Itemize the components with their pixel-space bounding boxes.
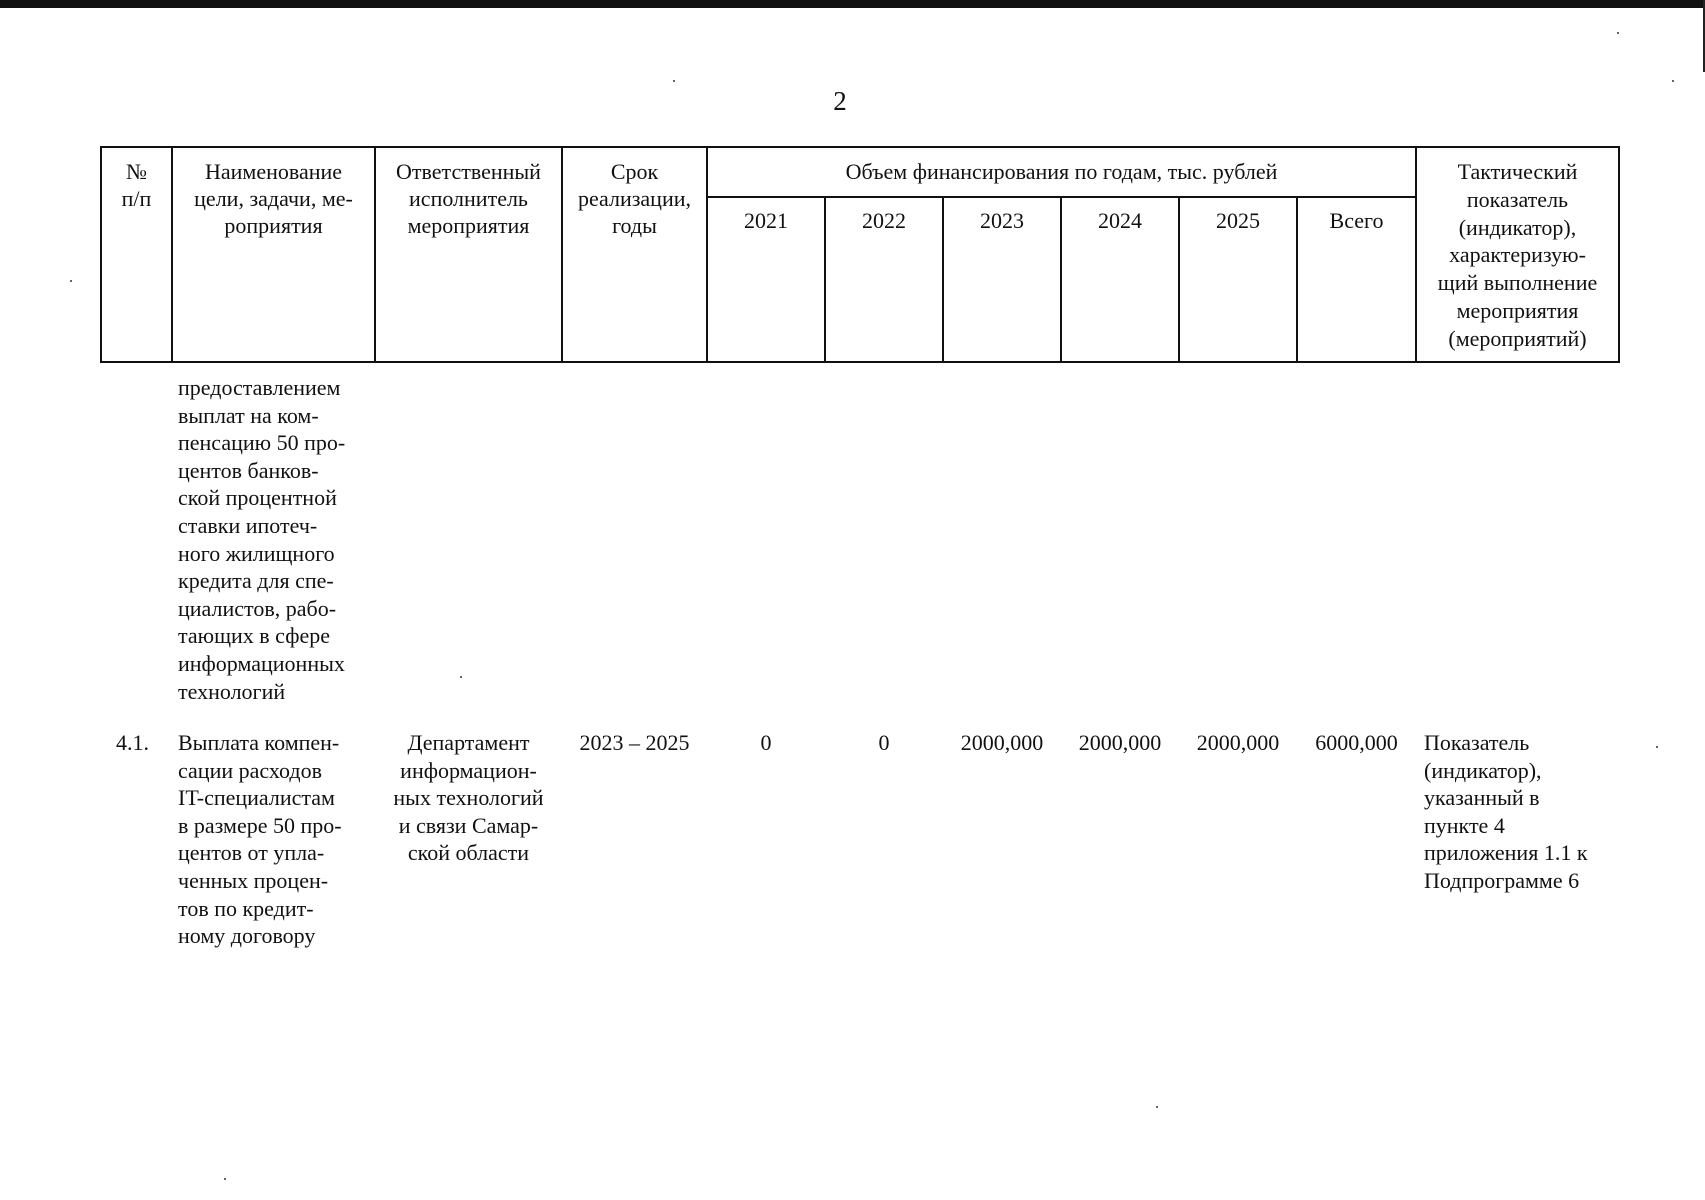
row-value-2023: 2000,000: [960, 730, 1044, 755]
header-indicator: Тактический показатель (индикатор), характеризую- щий выполнение мероприятия (мероприятий): [1437, 159, 1598, 351]
scan-speck: [1656, 746, 1658, 748]
header-year-2022: 2022: [862, 208, 906, 233]
scan-top-border: [0, 0, 1705, 8]
scan-speck: [460, 676, 462, 678]
scan-speck: [1617, 32, 1619, 34]
header-name: Наименование цели, задачи, ме- роприятия: [194, 159, 353, 238]
header-executor: Ответственный исполнитель мероприятия: [396, 159, 541, 238]
header-total: Всего: [1329, 208, 1384, 233]
row-value-2024: 2000,000: [1078, 730, 1162, 755]
row-executor: Департамент информацион- ных технологий и связи Самар- ской области: [393, 730, 544, 866]
scan-speck: [1672, 80, 1674, 82]
row-value-2025: 2000,000: [1196, 730, 1280, 755]
page-number: 2: [833, 86, 847, 116]
header-year-2023: 2023: [980, 208, 1024, 233]
row-term: 2023 – 2025: [579, 730, 690, 755]
row-value-total: 6000,000: [1315, 730, 1398, 755]
scan-speck: [1156, 1106, 1158, 1108]
row-name: Выплата компен- сации расходов IT-специалистам в размере 50 про- центов от упла- ченных процен- тов по кредит- ному договору: [178, 730, 342, 949]
continuation-name-text: предоставлением выплат на ком- пенсацию 50 про- центов банков- ской процентной ставки ипотеч- ного жилищного кредита для спе- циалистов, рабо- тающих в сфере информационных технологий: [178, 375, 346, 704]
header-term: Срок реализации, годы: [577, 159, 692, 238]
row-value-2022: 0: [878, 730, 890, 755]
row-number: 4.1.: [116, 730, 149, 755]
header-financing: Объем финансирования по годам, тыс. рублей: [845, 159, 1278, 184]
scan-speck: [673, 80, 675, 82]
header-number: № п/п: [121, 159, 152, 211]
row-indicator: Показатель (индикатор), указанный в пункте 4 приложения 1.1 к Подпрограмме 6: [1424, 730, 1588, 893]
scan-speck: [224, 1178, 226, 1180]
header-year-2025: 2025: [1216, 208, 1260, 233]
header-year-2024: 2024: [1098, 208, 1142, 233]
scan-speck: [70, 280, 72, 282]
header-year-2021: 2021: [744, 208, 788, 233]
row-value-2021: 0: [760, 730, 772, 755]
